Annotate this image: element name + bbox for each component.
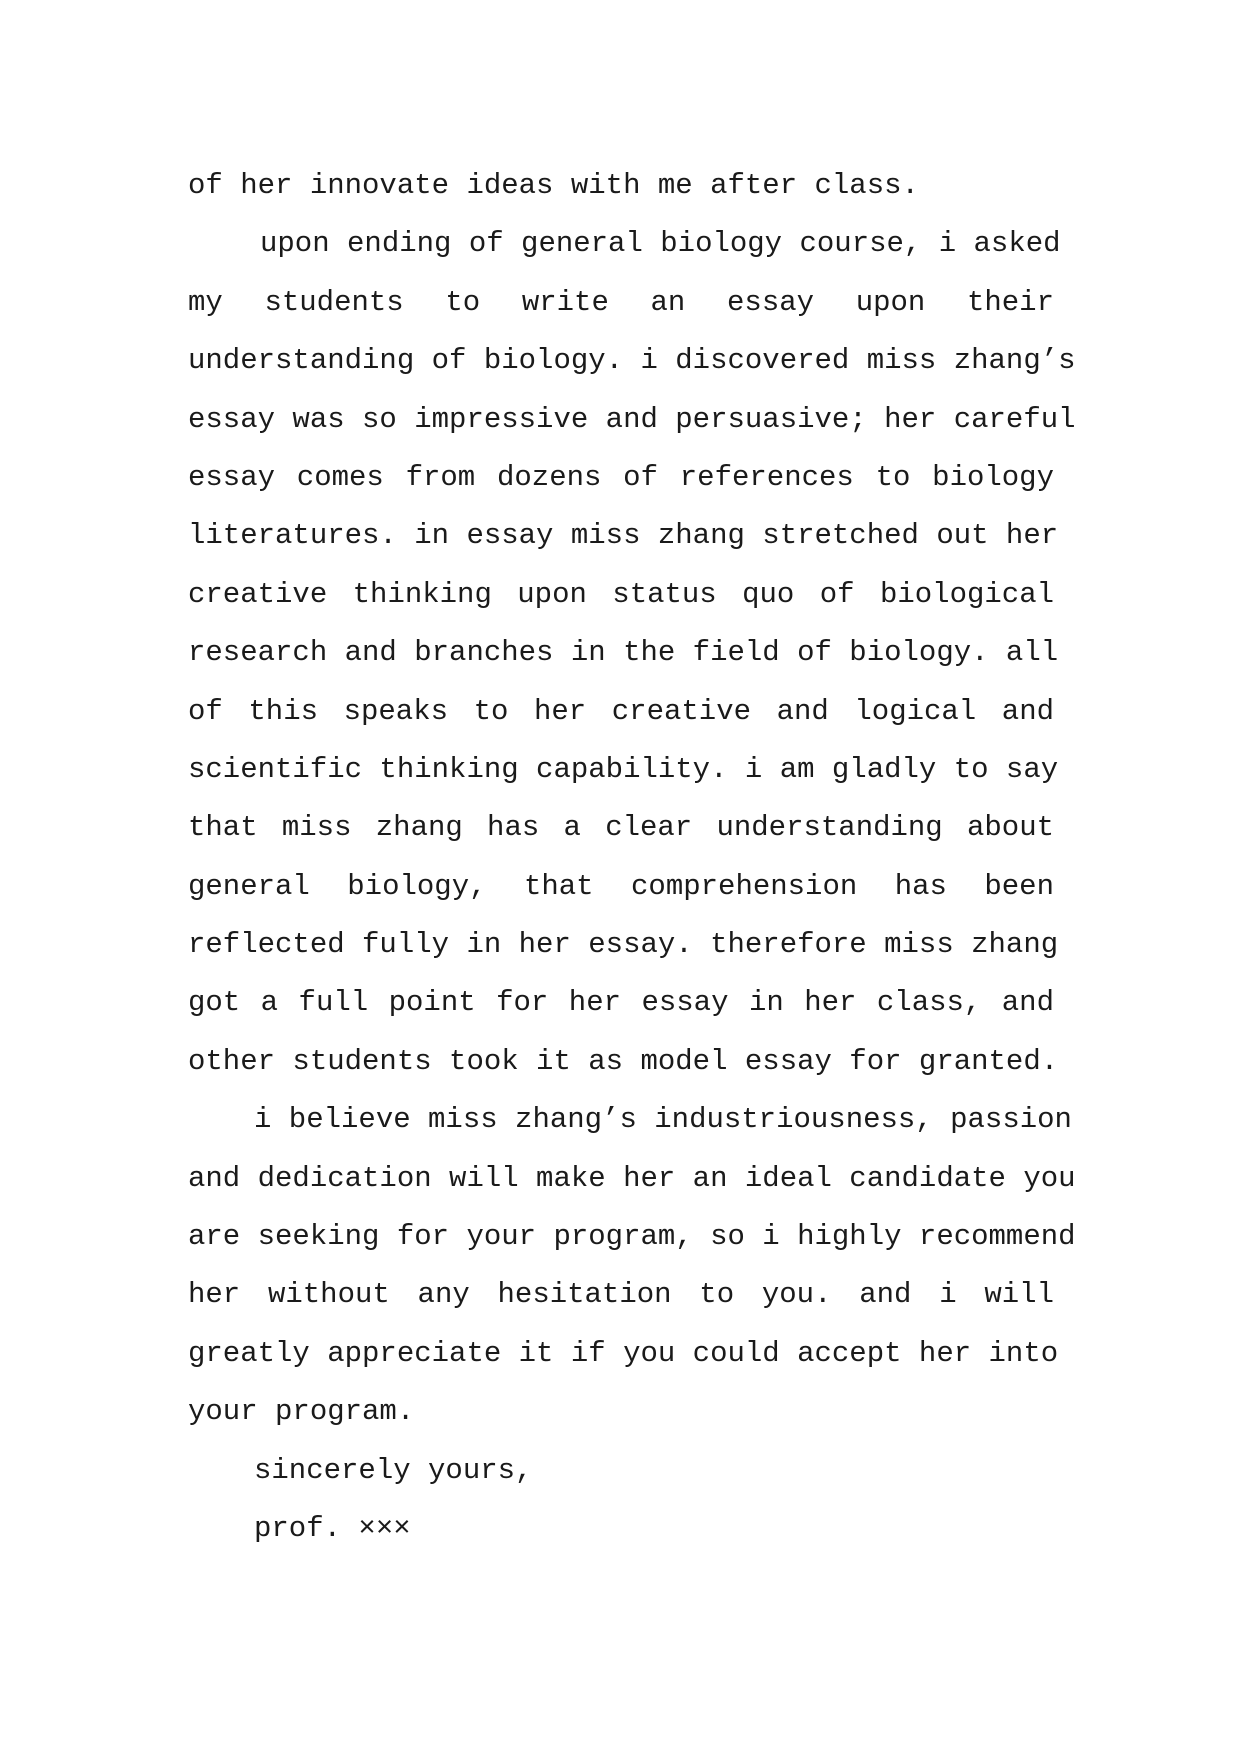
body-line: essay comes from dozens of references to biology	[188, 460, 1054, 494]
body-line: greatly appreciate it if you could accept her into	[188, 1336, 1059, 1370]
body-line: other students took it as model essay for granted.	[188, 1044, 1059, 1078]
body-line: reflected fully in her essay. therefore miss zhang	[188, 928, 1059, 962]
signature-line: prof. ×××	[254, 1511, 411, 1545]
body-line: general biology, that comprehension has been	[188, 869, 1054, 903]
body-line: got a full point for her essay in her class, and	[188, 986, 1054, 1020]
body-line: upon ending of general biology course, i asked	[260, 227, 1061, 261]
body-line: scientific thinking capability. i am gladly to say	[188, 752, 1059, 786]
body-line: research and branches in the field of biology. all	[188, 636, 1059, 670]
body-line: understanding of biology. i discovered miss zhang’s	[188, 344, 1076, 378]
body-line: my students to write an essay upon their	[188, 285, 1054, 319]
body-line: i believe miss zhang’s industriousness, passion	[254, 1103, 1072, 1137]
body-line: and dedication will make her an ideal candidate you	[188, 1161, 1076, 1195]
body-line: her without any hesitation to you. and i will	[188, 1278, 1054, 1312]
body-line: literatures. in essay miss zhang stretched out her	[188, 519, 1059, 553]
closing-salutation: sincerely yours,	[254, 1453, 533, 1487]
body-line: that miss zhang has a clear understanding about	[188, 811, 1054, 845]
body-line: of this speaks to her creative and logical and	[188, 694, 1054, 728]
body-line: essay was so impressive and persuasive; her careful	[188, 402, 1076, 436]
body-line: creative thinking upon status quo of biological	[188, 577, 1054, 611]
body-line: are seeking for your program, so i highly recommend	[188, 1220, 1076, 1254]
body-line: your program.	[188, 1395, 415, 1429]
body-line: of her innovate ideas with me after class.	[188, 169, 919, 202]
letter-body	[188, 157, 1076, 1558]
